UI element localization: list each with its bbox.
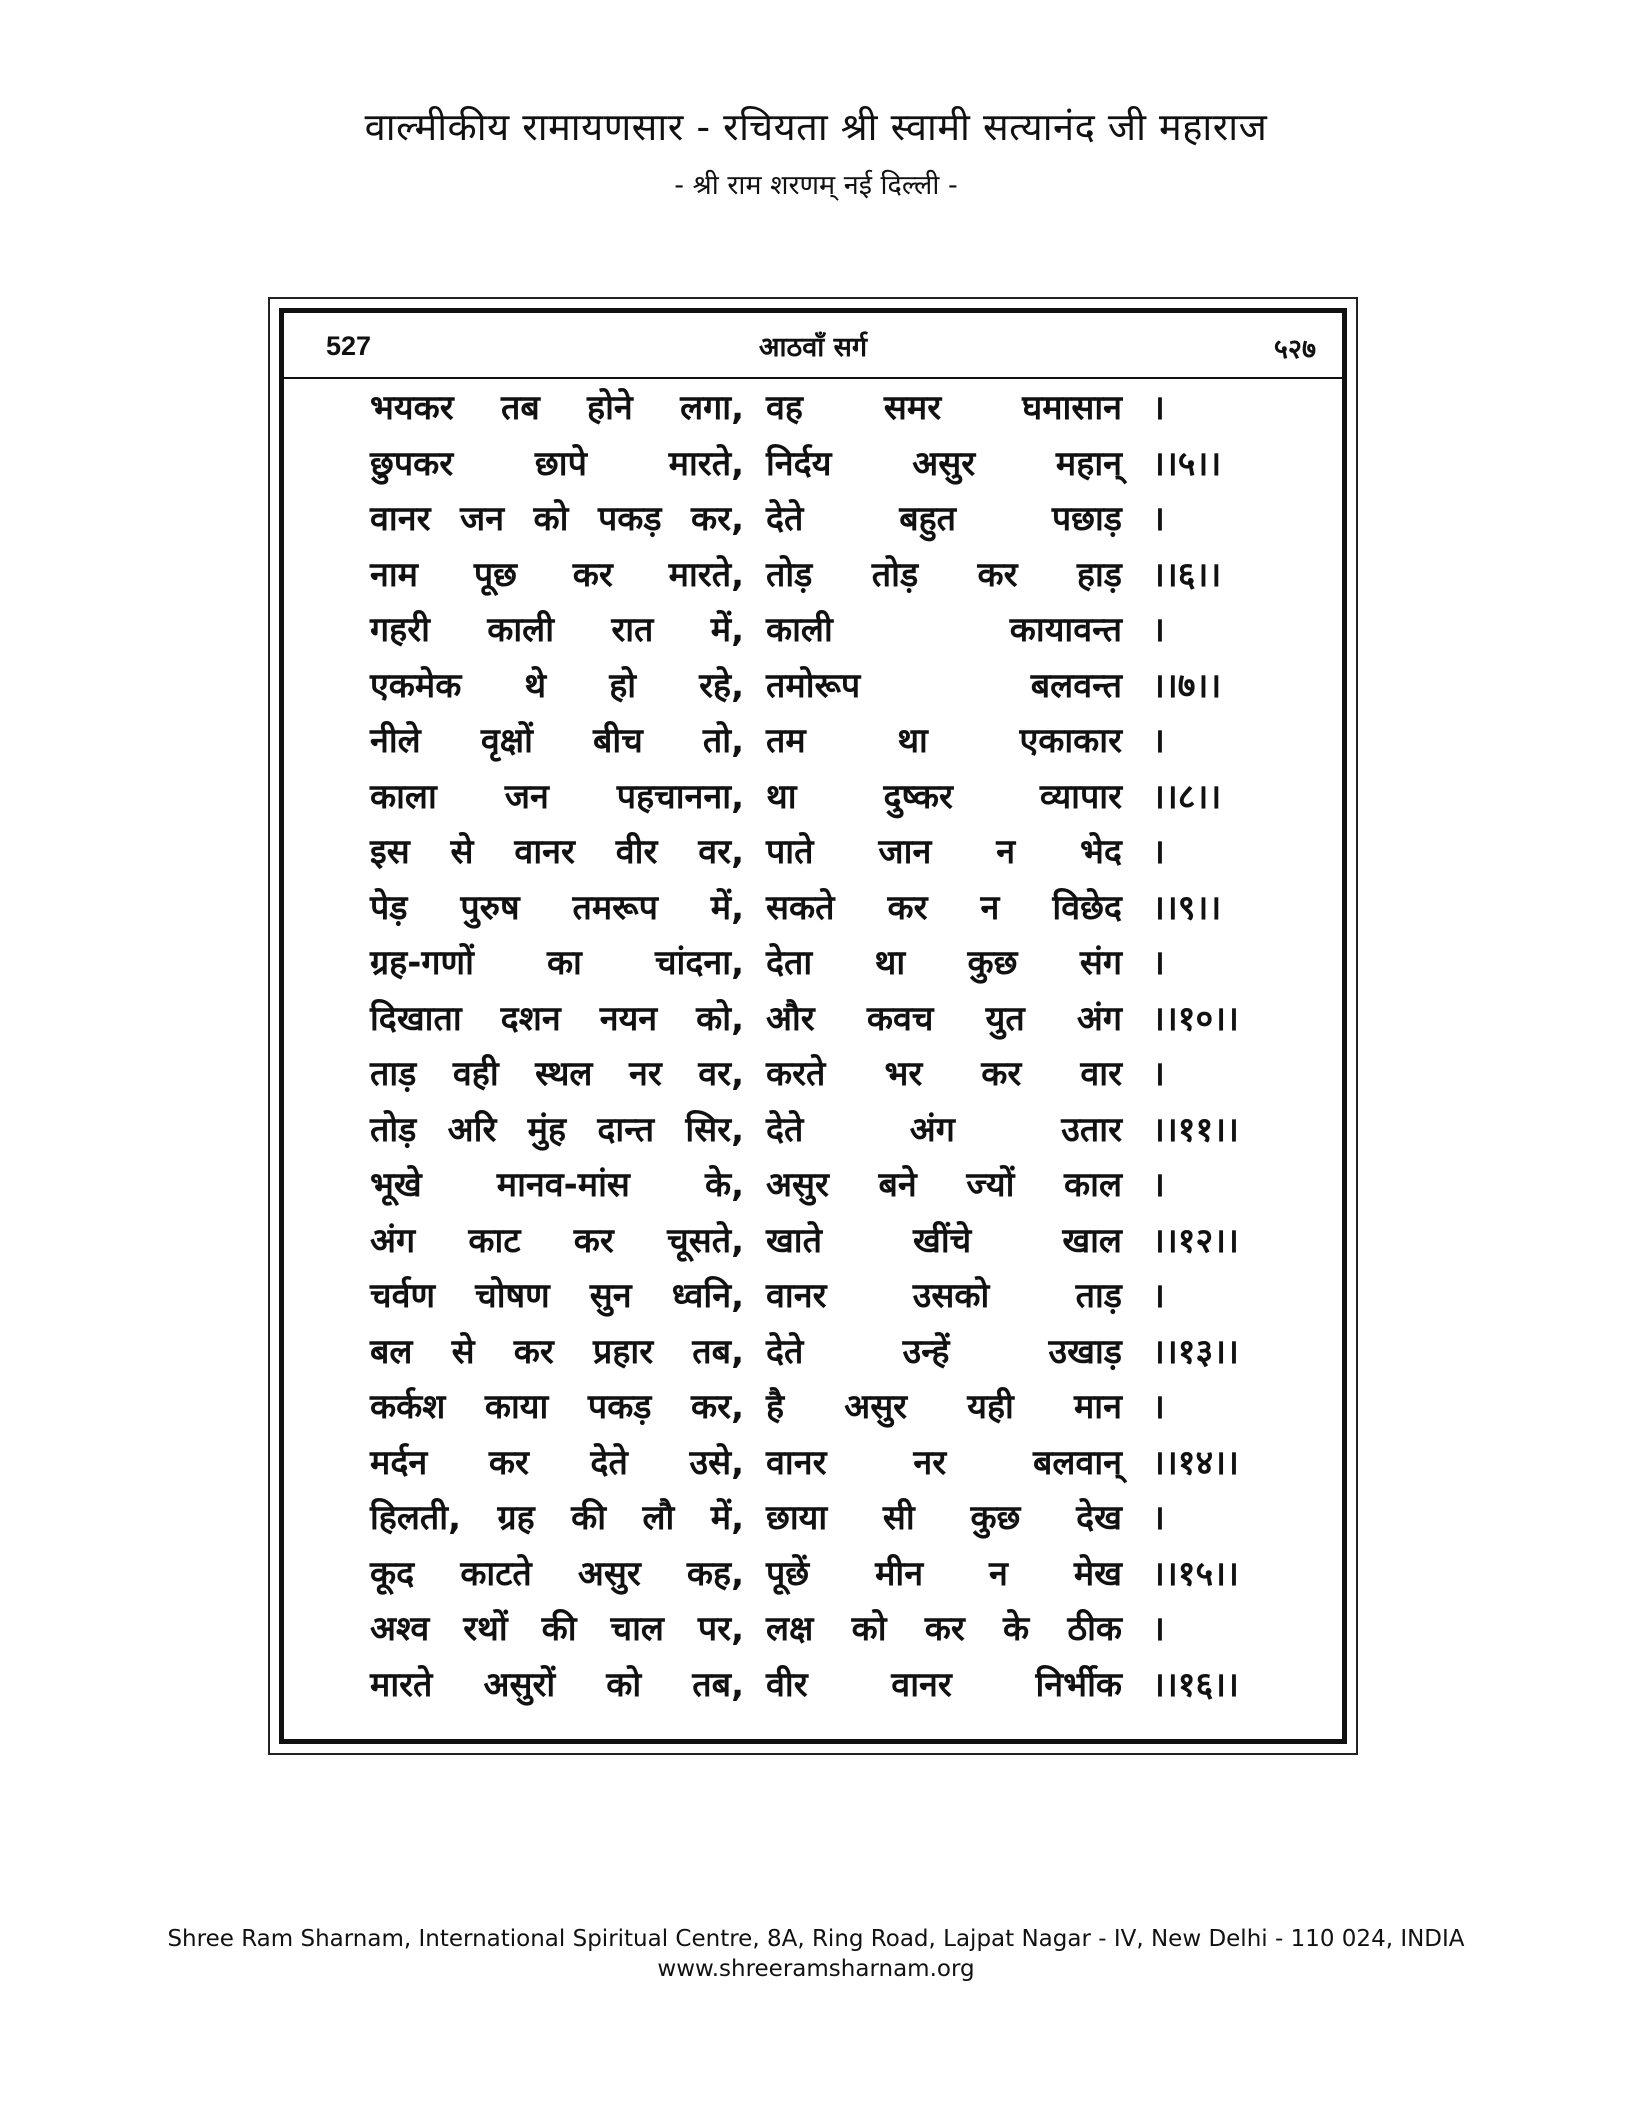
verse-end-mark: ।।१४।।	[1152, 1442, 1239, 1483]
verse-line	[284, 439, 1342, 495]
verse-end-mark: ।।८।।	[1152, 776, 1222, 817]
verse-first-half: हिलती, ग्रह की लौ में,	[370, 1498, 744, 1538]
verse-end-mark: ।	[1152, 1276, 1165, 1316]
verse-end-mark: ।	[1152, 721, 1165, 761]
verse-second-half: निर्दय असुर महान्	[766, 443, 1122, 484]
verse-first-half: पेड़ पुरुष तमरूप में,	[370, 887, 744, 928]
verse-first-half: अंग काट कर चूसते,	[370, 1220, 744, 1261]
verse-second-half: था दुष्कर व्यापार	[766, 776, 1122, 817]
verse-end-mark: ।	[1152, 1054, 1165, 1094]
verse-end-mark: ।।१२।।	[1152, 1220, 1239, 1261]
verse-first-half: अश्व रथों की चाल पर,	[370, 1609, 744, 1649]
verse-line	[284, 994, 1342, 1050]
verse-line	[284, 1438, 1342, 1494]
verse-line	[284, 1493, 1342, 1549]
verse-line	[284, 494, 1342, 550]
verse-second-half: छाया सी कुछ देख	[766, 1498, 1122, 1538]
verse-line	[284, 1549, 1342, 1605]
verse-line	[284, 1105, 1342, 1161]
verse-line	[284, 1271, 1342, 1327]
verse-end-mark: ।	[1152, 1609, 1165, 1649]
verse-end-mark: ।।५।।	[1152, 443, 1222, 484]
verse-second-half: करते भर कर वार	[766, 1054, 1122, 1094]
verse-line	[284, 1327, 1342, 1383]
verse-end-mark: ।।१०।।	[1152, 998, 1239, 1039]
verse-end-mark: ।।६।।	[1152, 554, 1222, 595]
verse-first-half: भूखे मानव-मांस के,	[370, 1165, 744, 1205]
document-subtitle: - श्री राम शरणम् नई दिल्ली -	[674, 170, 958, 201]
verse-line	[284, 383, 1342, 439]
chapter-title: आठवाँ सर्ग	[758, 332, 868, 363]
verse-line	[284, 772, 1342, 828]
verse-second-half: वानर नर बलवान्	[766, 1442, 1122, 1483]
verse-second-half: सकते कर न विछेद	[766, 887, 1122, 928]
verse-first-half: गहरी काली रात में,	[370, 610, 744, 650]
verse-first-half: ताड़ वही स्थल नर वर,	[370, 1054, 744, 1094]
verse-end-mark: ।	[1152, 1165, 1165, 1205]
verse-line	[284, 605, 1342, 661]
verse-end-mark: ।	[1152, 388, 1165, 428]
verse-first-half: मारते असुरों को तब,	[370, 1664, 744, 1705]
verse-second-half: असुर बने ज्यों काल	[766, 1165, 1122, 1205]
verse-first-half: ग्रह-गणों का चांदना,	[370, 943, 744, 983]
verse-line	[284, 1604, 1342, 1660]
verse-first-half: बल से कर प्रहार तब,	[370, 1331, 744, 1372]
verse-line	[284, 883, 1342, 939]
verse-first-half: काला जन पहचानना,	[370, 776, 744, 817]
verse-end-mark: ।।१५।।	[1152, 1553, 1239, 1594]
page-frame	[268, 297, 1358, 1755]
verse-second-half: खाते खींचे खाल	[766, 1220, 1122, 1261]
verse-line	[284, 1049, 1342, 1105]
verse-line	[284, 716, 1342, 772]
verse-second-half: पाते जान न भेद	[766, 832, 1122, 872]
page-header	[284, 313, 1342, 379]
verse-first-half: मर्दन कर देते उसे,	[370, 1442, 744, 1483]
verse-end-mark: ।	[1152, 832, 1165, 872]
verse-line	[284, 1660, 1342, 1716]
verse-second-half: देते उन्हें उखाड़	[766, 1331, 1122, 1372]
verse-second-half: लक्ष को कर के ठीक	[766, 1609, 1122, 1649]
verse-end-mark: ।	[1152, 1387, 1165, 1427]
verse-line	[284, 550, 1342, 606]
verse-first-half: कूद काटते असुर कह,	[370, 1553, 744, 1594]
verse-line	[284, 1160, 1342, 1216]
verse-second-half: तम था एकाकार	[766, 721, 1122, 761]
verse-first-half: भयकर तब होने लगा,	[370, 388, 744, 428]
verse-second-half: वानर उसको ताड़	[766, 1276, 1122, 1316]
verse-first-half: इस से वानर वीर वर,	[370, 832, 744, 872]
verse-first-half: नीले वृक्षों बीच तो,	[370, 721, 744, 761]
verse-second-half: वीर वानर निर्भीक	[766, 1664, 1122, 1705]
verse-first-half: तोड़ अरि मुंह दान्त सिर,	[370, 1109, 744, 1150]
verse-end-mark: ।	[1152, 499, 1165, 539]
verse-end-mark: ।	[1152, 1498, 1165, 1538]
verse-first-half: वानर जन को पकड़ कर,	[370, 499, 744, 539]
verse-first-half: नाम पूछ कर मारते,	[370, 554, 744, 595]
verse-first-half: छुपकर छापे मारते,	[370, 443, 744, 484]
document-title: वाल्मीकीय रामायणसार - रचियता श्री स्वामी सत्यानंद जी महाराज	[364, 105, 1268, 149]
verse-end-mark: ।।१३।।	[1152, 1331, 1239, 1372]
verse-line	[284, 661, 1342, 717]
verse-end-mark: ।।७।।	[1152, 665, 1222, 706]
verse-line	[284, 938, 1342, 994]
verse-end-mark: ।।९।।	[1152, 887, 1222, 928]
verse-first-half: दिखाता दशन नयन को,	[370, 998, 744, 1039]
verse-end-mark: ।	[1152, 943, 1165, 983]
verse-second-half: देते अंग उतार	[766, 1109, 1122, 1150]
verse-second-half: वह समर घमासान	[766, 388, 1122, 428]
verse-end-mark: ।।१६।।	[1152, 1664, 1239, 1705]
verse-second-half: तमोरूप बलवन्त	[766, 665, 1122, 706]
verse-line	[284, 827, 1342, 883]
verse-first-half: चर्वण चोषण सुन ध्वनि,	[370, 1276, 744, 1316]
page-number-english: 527	[326, 331, 372, 361]
verse-line	[284, 1216, 1342, 1272]
verse-second-half: देता था कुछ संग	[766, 943, 1122, 983]
page-frame-inner	[279, 308, 1347, 1744]
verse-second-half: तोड़ तोड़ कर हाड़	[766, 554, 1122, 595]
footer-website: www.shreeramsharnam.org	[657, 1956, 975, 1982]
verse-second-half: है असुर यही मान	[766, 1387, 1122, 1427]
verse-line	[284, 1382, 1342, 1438]
footer-address: Shree Ram Sharnam, International Spiritual Centre, 8A, Ring Road, Lajpat Nagar - IV, New Delhi - 110 024, INDIA	[167, 1926, 1465, 1952]
verse-second-half: और कवच युत अंग	[766, 998, 1122, 1039]
verse-first-half: कर्कश काया पकड़ कर,	[370, 1387, 744, 1427]
verse-second-half: पूछें मीन न मेख	[766, 1553, 1122, 1594]
verse-second-half: देते बहुत पछाड़	[766, 499, 1122, 539]
page-number-hindi: ५२७	[1273, 334, 1316, 365]
verse-end-mark: ।।११।।	[1152, 1109, 1239, 1150]
verse-second-half: काली कायावन्त	[766, 610, 1122, 650]
verse-first-half: एकमेक थे हो रहे,	[370, 665, 744, 706]
verse-end-mark: ।	[1152, 610, 1165, 650]
